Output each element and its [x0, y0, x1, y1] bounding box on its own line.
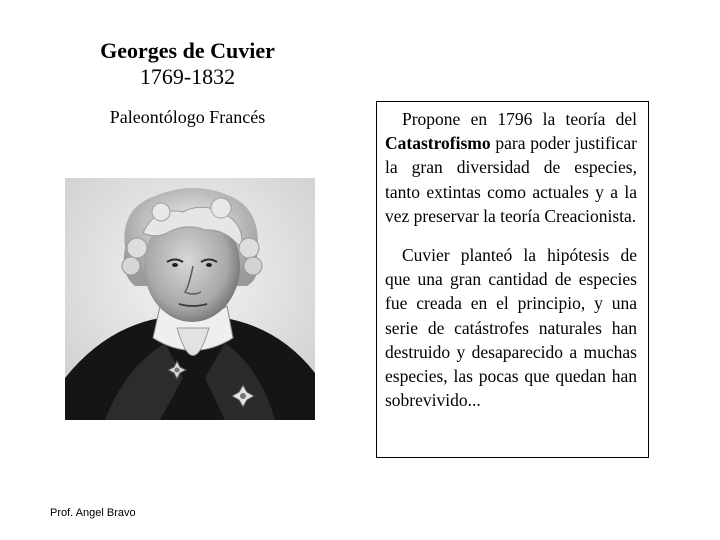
para1-text-start: Propone en 1796 la teoría del	[402, 109, 637, 129]
author-credit: Prof. Angel Bravo	[50, 507, 136, 519]
catastrophism-term: Catastrofismo	[385, 133, 491, 154]
life-years: 1769-1832	[139, 64, 236, 89]
profession-subtitle: Paleontólogo Francés	[109, 107, 266, 127]
portrait-image	[65, 178, 315, 420]
description-box	[376, 101, 649, 458]
para1-text-end: para poder justificar la gran diversidad de especies, tanto extintas como actuales y a la vez preservar la teoría Creacionista.	[385, 133, 637, 226]
page-title: Georges de Cuvier	[100, 38, 275, 63]
hypothesis-paragraph: Cuvier planteó la hipótesis de que una gran cantidad de especies fue creada en el principio, y una serie de catástrofes naturales han destruido y desaparecido a muchas especies, las pocas que quedan han sobrevivido...	[385, 245, 637, 411]
catastrophism-paragraph	[385, 107, 637, 228]
